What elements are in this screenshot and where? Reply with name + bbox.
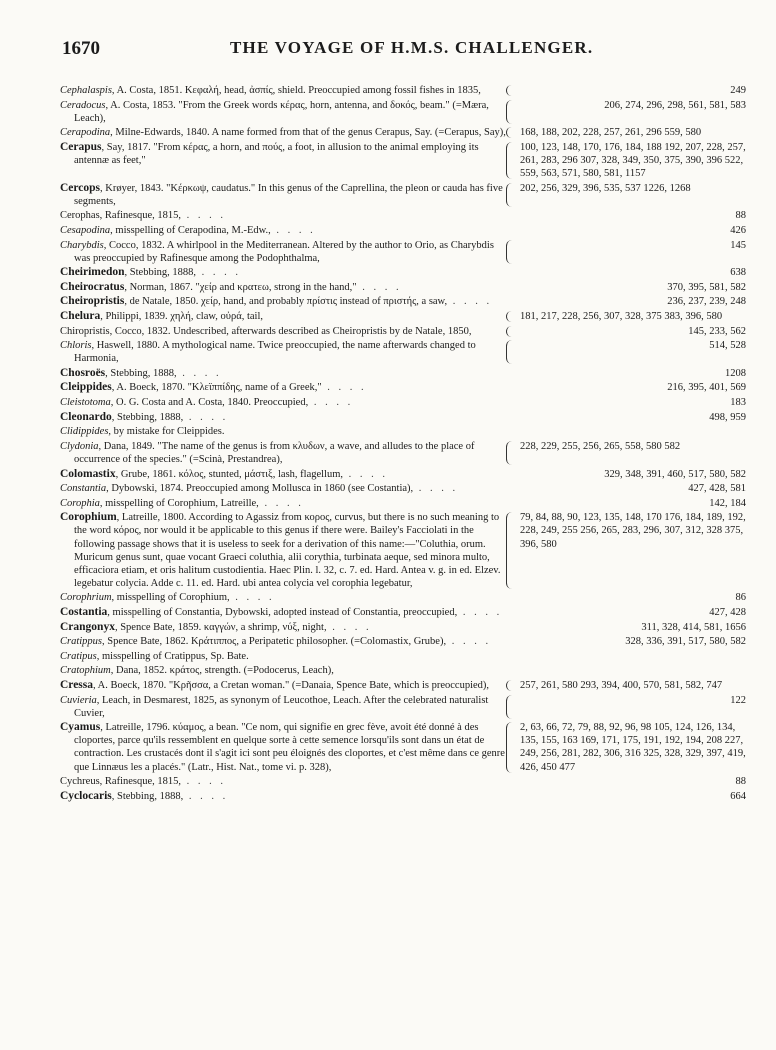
- index-entry: [60, 775, 746, 788]
- genus-name: Constantia: [60, 483, 107, 495]
- page-references: 1208: [725, 367, 746, 379]
- leader-dots: . . . .: [321, 382, 367, 394]
- genus-name: Cressa: [60, 678, 94, 691]
- genus-name: Clydonia: [60, 440, 99, 452]
- page-references: 145: [730, 239, 746, 251]
- brace: [506, 340, 517, 364]
- brace: [506, 469, 516, 480]
- page-references: 142, 184: [709, 497, 746, 509]
- entry-text: [60, 650, 506, 663]
- genus-name: Cyamus: [60, 721, 101, 734]
- entry-description: , Milne-Edwards, 1840. A name formed from that of the genus Cerapus, Say. (=Cerapus, Say),: [110, 127, 506, 139]
- index-entry: [60, 694, 746, 720]
- page-references: 202, 256, 329, 396, 535, 537 1226, 1268: [520, 182, 691, 194]
- index-entry: [60, 482, 746, 495]
- brace: [506, 311, 517, 322]
- genus-name: Cerapodina: [60, 127, 111, 139]
- entry-description: , Grube, 1861. κόλος, stunted, μάστιξ, lash, flagellum,: [115, 468, 344, 480]
- genus-name: Costantia: [60, 605, 108, 618]
- index-entry: [60, 310, 746, 323]
- entry-description: , Stebbing, 1888,: [111, 790, 184, 802]
- genus-name: Chosroës: [60, 366, 106, 379]
- page-references: 427, 428, 581: [688, 483, 746, 495]
- entry-text: [60, 209, 506, 222]
- page-references: 122: [730, 694, 746, 706]
- entry-description: , Rafinesque, 1815,: [99, 210, 182, 222]
- entry-description: , Stebbing, 1888,: [124, 267, 196, 279]
- entry-text: [60, 224, 506, 237]
- entry-description: , Krøyer, 1843. "Κέρκωψ, caudatus." In this genus of the Caprellina, the pleon or cauda has five segments,: [74, 182, 503, 207]
- entry-text: [60, 295, 506, 308]
- index-entry: [60, 621, 746, 634]
- page-references: 638: [730, 267, 746, 279]
- brace: [506, 622, 516, 633]
- entry-text: [60, 381, 506, 394]
- page-references: 181, 217, 228, 256, 307, 328, 375 383, 396, 580: [520, 311, 723, 322]
- page-references: 664: [730, 790, 746, 802]
- entry-text: [60, 126, 506, 139]
- index-entry: [60, 721, 746, 773]
- genus-name: Cleistotoma: [60, 397, 111, 409]
- leader-dots: . . . .: [413, 483, 459, 495]
- entry-description: , A. Boeck, 1870. "Κρῆσσα, a Cretan woman." (=Danaia, Spence Bate, which is preoccupied),: [93, 679, 490, 691]
- genus-name: Cratipus: [60, 650, 97, 662]
- page-references: 329, 348, 391, 460, 517, 580, 582: [604, 468, 746, 480]
- entry-description: , Leach, in Desmarest, 1825, as synonym of Leucothoe, Leach. After the celebrated naturalist Cuvier,: [74, 694, 489, 719]
- brace: [506, 183, 517, 207]
- brace: [506, 665, 516, 676]
- entry-description: , A. Boeck, 1870. "Κλεϊππίδης, name of a Greek,": [111, 382, 322, 394]
- index-entry: [60, 99, 746, 125]
- page-references: 228, 229, 255, 256, 265, 558, 580 582: [520, 440, 681, 452]
- entry-text: [60, 591, 506, 604]
- brace: [506, 142, 517, 179]
- brace: [506, 296, 516, 307]
- brace: [506, 397, 516, 408]
- index-entry: [60, 239, 746, 265]
- brace: [506, 282, 516, 293]
- genus-name: Cratophium: [60, 665, 111, 677]
- page-references: 206, 274, 296, 298, 561, 581, 583: [604, 99, 746, 111]
- page-references: 2, 63, 66, 72, 79, 88, 92, 96, 98 105, 124, 126, 134, 135, 155, 163 169, 171, 175, 191, 192, 194, 208 227, 249, 256, 281, 282, 306, 316 325, 328, 329, 397, 419, 426, 450 477: [520, 722, 746, 773]
- entry-description: , O. G. Costa and A. Costa, 1840. Preoccupied,: [110, 397, 309, 409]
- index-entry: [60, 411, 746, 424]
- entry-text: [60, 621, 506, 634]
- entry-text: [60, 482, 506, 495]
- index-entry: [60, 224, 746, 237]
- entry-text: [60, 775, 506, 788]
- index-entry: [60, 635, 746, 648]
- page-references: 79, 84, 88, 90, 123, 135, 148, 170 176, 184, 189, 192, 228, 249, 255 256, 265, 283, 296, 307, 312, 328 375, 396, 580: [520, 512, 746, 550]
- page-references: 236, 237, 239, 248: [667, 296, 746, 308]
- page-references: 311, 328, 414, 581, 1656: [641, 621, 746, 633]
- entry-text: [60, 635, 506, 648]
- index-entry: [60, 468, 746, 481]
- index-entry: [60, 606, 746, 619]
- entry-description: , by mistake for Cleippides.: [108, 426, 225, 438]
- leader-dots: . . . .: [326, 621, 372, 633]
- leader-dots: . . . .: [446, 636, 492, 648]
- index-entry: [60, 425, 746, 438]
- entry-text: [60, 367, 506, 380]
- genus-name: Cesapodina: [60, 224, 111, 236]
- brace: [506, 382, 516, 393]
- entry-text: [60, 325, 506, 338]
- genus-name: Cheirimedon: [60, 266, 125, 279]
- entry-text: [60, 790, 506, 803]
- genus-name: Colomastix: [60, 467, 116, 480]
- brace: [506, 636, 516, 647]
- entry-description: , misspelling of Constantia, Dybowski, adopted instead of Constantia, preoccupied,: [107, 606, 458, 618]
- index-entry: [60, 266, 746, 279]
- index-entry: [60, 126, 746, 139]
- entry-description: , misspelling of Cerapodina, M.-Edw.,: [110, 224, 271, 236]
- genus-name: Corophium: [60, 511, 117, 524]
- entry-text: [60, 310, 506, 323]
- entry-text: [60, 664, 506, 677]
- entry-description: , A. Costa, 1851. Κεφαλή, head, ἀσπίς, shield. Preoccupied among fossil fishes in 1835,: [111, 85, 481, 96]
- page-references: 426: [730, 224, 746, 236]
- entry-description: , Latreille, 1800. According to Agassiz from κορος, curvus, but there is no such meaning to the word κόρος, nor would it be applicable to this genus if there were. Bailey's Facciolati in the following passage shows that it is useless to seek for a derivation of this name:—"Coluthia, orum. Muricum genus sunt, quae vocant Graeci coluthia, alii corythia, turbinata aeque, sed minora multo, efficaciora etiam, et oris halitum custodientia. Haec Plin. l. 32, c. 7. ed. Hard. Antea v. g. in ed. Elzev. legebatur colycia. Adde c. 11. ed. Hard. ubi antea colycia vel corophia legebatur,: [74, 512, 501, 589]
- entry-description: , Spence Bate, 1859. καγγών, a shrimp, νύξ, night,: [114, 621, 327, 633]
- genus-name: Cephalaspis: [60, 85, 112, 96]
- entry-description: , Norman, 1867. "χείρ and κρατεω, strong in the hand,": [124, 281, 357, 293]
- entry-text: [60, 440, 506, 466]
- genus-name: Cheirocratus: [60, 280, 125, 293]
- brace: [506, 680, 517, 691]
- genus-name: Cleippides: [60, 381, 112, 394]
- genus-name: Cychreus: [60, 776, 100, 788]
- entry-text: [60, 281, 506, 294]
- brace: [506, 441, 517, 465]
- entry-description: , Philippi, 1839. χηλή, claw, οὐρά, tail,: [100, 311, 264, 322]
- leader-dots: . . . .: [183, 411, 229, 423]
- index-entry: [60, 591, 746, 604]
- page-references: 88: [735, 210, 746, 222]
- brace: [506, 210, 516, 221]
- genus-name: Ceradocus: [60, 99, 106, 111]
- page-references: 145, 233, 562: [688, 325, 746, 337]
- page-references: 249: [730, 85, 746, 96]
- brace: [506, 695, 517, 719]
- leader-dots: . . . .: [196, 267, 241, 279]
- entry-text: [60, 239, 506, 265]
- entry-description: , Cocco, 1832. A whirlpool in the Mediterranean. Altered by the author to Orio, as Charybdis was preoccupied by Rafinesque among the Podophthalma,: [74, 239, 494, 264]
- leader-dots: . . . .: [356, 281, 402, 293]
- brace: [506, 483, 516, 494]
- index-entry: [60, 325, 746, 338]
- entry-description: , Latreille, 1796. κύαμος, a bean. "Ce nom, qui signifie en grec fève, avoit été donné à des cloportes, parce qu'ils ressemblent en quelque sorte à cette semence lorsqu'ils sont dans un état de contraction. Les crustacés dont il s'agit ici sont peu éloignés des cloportes, et c'est même dans ce genre que Linnæus les a placés." (Latr., Hist. Nat., tome vi. p. 328),: [74, 722, 505, 773]
- leader-dots: . . . .: [457, 606, 503, 618]
- brace: [506, 791, 516, 802]
- index-entry: [60, 209, 746, 222]
- entry-description: , A. Costa, 1853. "From the Greek words κέρας, horn, antenna, and δοκός, beam." (=Mæra, Leach),: [74, 99, 489, 124]
- brace: [506, 127, 517, 138]
- index-entry: [60, 84, 746, 97]
- entry-text: [60, 396, 506, 409]
- entry-text: [60, 497, 506, 510]
- page-references: 88: [735, 776, 746, 788]
- genus-name: Crangonyx: [60, 620, 115, 633]
- leader-dots: . . . .: [183, 790, 229, 802]
- index-entry: [60, 440, 746, 466]
- page-references: 427, 428: [709, 606, 746, 618]
- index-entry: [60, 141, 746, 180]
- entry-text: [60, 84, 506, 97]
- leader-dots: . . . .: [308, 397, 354, 409]
- entry-description: , Rafinesque, 1815,: [99, 776, 182, 788]
- entry-text: [60, 694, 506, 720]
- index-entry: [60, 339, 746, 365]
- page-references: 370, 395, 581, 582: [667, 281, 746, 293]
- leader-dots: . . . .: [270, 224, 316, 236]
- leader-dots: . . . .: [447, 296, 493, 308]
- genus-name: Clidippides: [60, 426, 109, 438]
- entry-description: , misspelling of Corophium, Latreille,: [99, 497, 259, 509]
- page-references: 183: [730, 397, 746, 409]
- brace: [506, 225, 516, 236]
- entry-description: , Cocco, 1832. Undescribed, afterwards described as Cheiropristis by de Natale, 1850,: [109, 325, 472, 337]
- page-number: 1670: [62, 38, 100, 59]
- index-entry: [60, 396, 746, 409]
- genus-name: Cleonardo: [60, 410, 112, 423]
- page-references: 257, 261, 580 293, 394, 400, 570, 581, 582, 747: [520, 679, 723, 691]
- brace: [506, 100, 517, 124]
- brace: [506, 512, 517, 589]
- genus-name: Cercops: [60, 181, 101, 194]
- index-entries: [60, 84, 746, 804]
- index-entry: [60, 295, 746, 308]
- leader-dots: . . . .: [176, 367, 222, 379]
- entry-text: [60, 141, 506, 167]
- brace: [506, 412, 516, 423]
- entry-text: [60, 425, 506, 438]
- genus-name: Corophrium: [60, 592, 112, 604]
- brace: [506, 607, 516, 618]
- index-entry: [60, 650, 746, 663]
- entry-description: , misspelling of Cratippus, Sp. Bate.: [96, 650, 249, 662]
- brace: [506, 240, 517, 264]
- page-header: [62, 38, 736, 66]
- entry-text: [60, 721, 506, 773]
- page-references: 216, 395, 401, 569: [667, 382, 746, 394]
- genus-name: Cuvieria: [60, 694, 97, 706]
- brace: [506, 85, 517, 96]
- index-entry: [60, 679, 746, 692]
- running-title: THE VOYAGE OF H.M.S. CHALLENGER.: [230, 38, 594, 57]
- entry-description: , Say, 1817. "From κέρας, a horn, and πούς, a foot, in allusion to the animal employing its antennæ as feet,": [74, 141, 479, 166]
- page-references: 498, 959: [709, 411, 746, 423]
- genus-name: Cerapus: [60, 140, 102, 153]
- leader-dots: . . . .: [181, 210, 227, 222]
- index-entry: [60, 281, 746, 294]
- leader-dots: . . . .: [258, 497, 304, 509]
- index-entry: [60, 182, 746, 208]
- genus-name: Cratippus: [60, 636, 103, 648]
- genus-name: Cerophas: [60, 210, 100, 222]
- page-references: 100, 123, 148, 170, 176, 184, 188 192, 207, 228, 257, 261, 283, 296 307, 328, 349, 350, 375, 390, 396 522, 559, 563, 571, 580, 581, 1157: [520, 141, 746, 180]
- entry-description: , de Natale, 1850. χείρ, hand, and probably πρίστις instead of πριστής, a saw,: [124, 296, 448, 308]
- index-entry: [60, 511, 746, 590]
- entry-text: [60, 468, 506, 481]
- brace: [506, 592, 516, 603]
- genus-name: Corophia: [60, 497, 100, 509]
- entry-description: , misspelling of Corophium,: [111, 592, 230, 604]
- index-entry: [60, 497, 746, 510]
- entry-description: , Dana, 1849. "The name of the genus is from κλυδων, a wave, and alludes to the place of occurrence of the species." (=Scinà, Prestandrea),: [74, 440, 475, 465]
- brace: [506, 498, 516, 509]
- entry-description: , Spence Bate, 1862. Κράτιππος, a Peripatetic philosopher. (=Colomastix, Grube),: [102, 636, 447, 648]
- genus-name: Cheiropristis: [60, 295, 125, 308]
- entry-text: [60, 99, 506, 125]
- page-references: 328, 336, 391, 517, 580, 582: [625, 636, 746, 648]
- index-entry: [60, 664, 746, 677]
- genus-name: Cyclocaris: [60, 789, 112, 802]
- brace: [506, 722, 517, 772]
- brace: [506, 326, 517, 337]
- genus-name: Chloris: [60, 340, 92, 352]
- page-references: 514, 528: [709, 340, 746, 352]
- entry-text: [60, 606, 506, 619]
- page-references: 168, 188, 202, 228, 257, 261, 296 559, 580: [520, 127, 702, 139]
- brace: [506, 267, 516, 278]
- entry-text: [60, 266, 506, 279]
- entry-description: , Haswell, 1880. A mythological name. Twice preoccupied, the name afterwards changed to Harmonia,: [74, 340, 476, 365]
- genus-name: Charybdis: [60, 239, 104, 251]
- brace: [506, 776, 516, 787]
- leader-dots: . . . .: [229, 592, 275, 604]
- entry-text: [60, 339, 506, 365]
- entry-description: , Dana, 1852. κράτος, strength. (=Podocerus, Leach),: [110, 665, 334, 677]
- genus-name: Chiropristis: [60, 325, 110, 337]
- entry-text: [60, 182, 506, 208]
- brace: [506, 368, 516, 379]
- index-entry: [60, 381, 746, 394]
- entry-text: [60, 511, 506, 590]
- entry-text: [60, 679, 506, 692]
- entry-text: [60, 411, 506, 424]
- genus-name: Chelura: [60, 310, 101, 322]
- leader-dots: . . . .: [181, 776, 227, 788]
- brace: [506, 426, 516, 437]
- index-entry: [60, 367, 746, 380]
- page-references: 86: [735, 592, 746, 604]
- leader-dots: . . . .: [343, 468, 389, 480]
- index-entry: [60, 790, 746, 803]
- entry-description: , Stebbing, 1888,: [105, 367, 177, 379]
- brace: [506, 651, 516, 662]
- entry-description: , Stebbing, 1888,: [111, 411, 184, 423]
- entry-description: , Dybowski, 1874. Preoccupied among Mollusca in 1860 (see Costantia),: [106, 483, 414, 495]
